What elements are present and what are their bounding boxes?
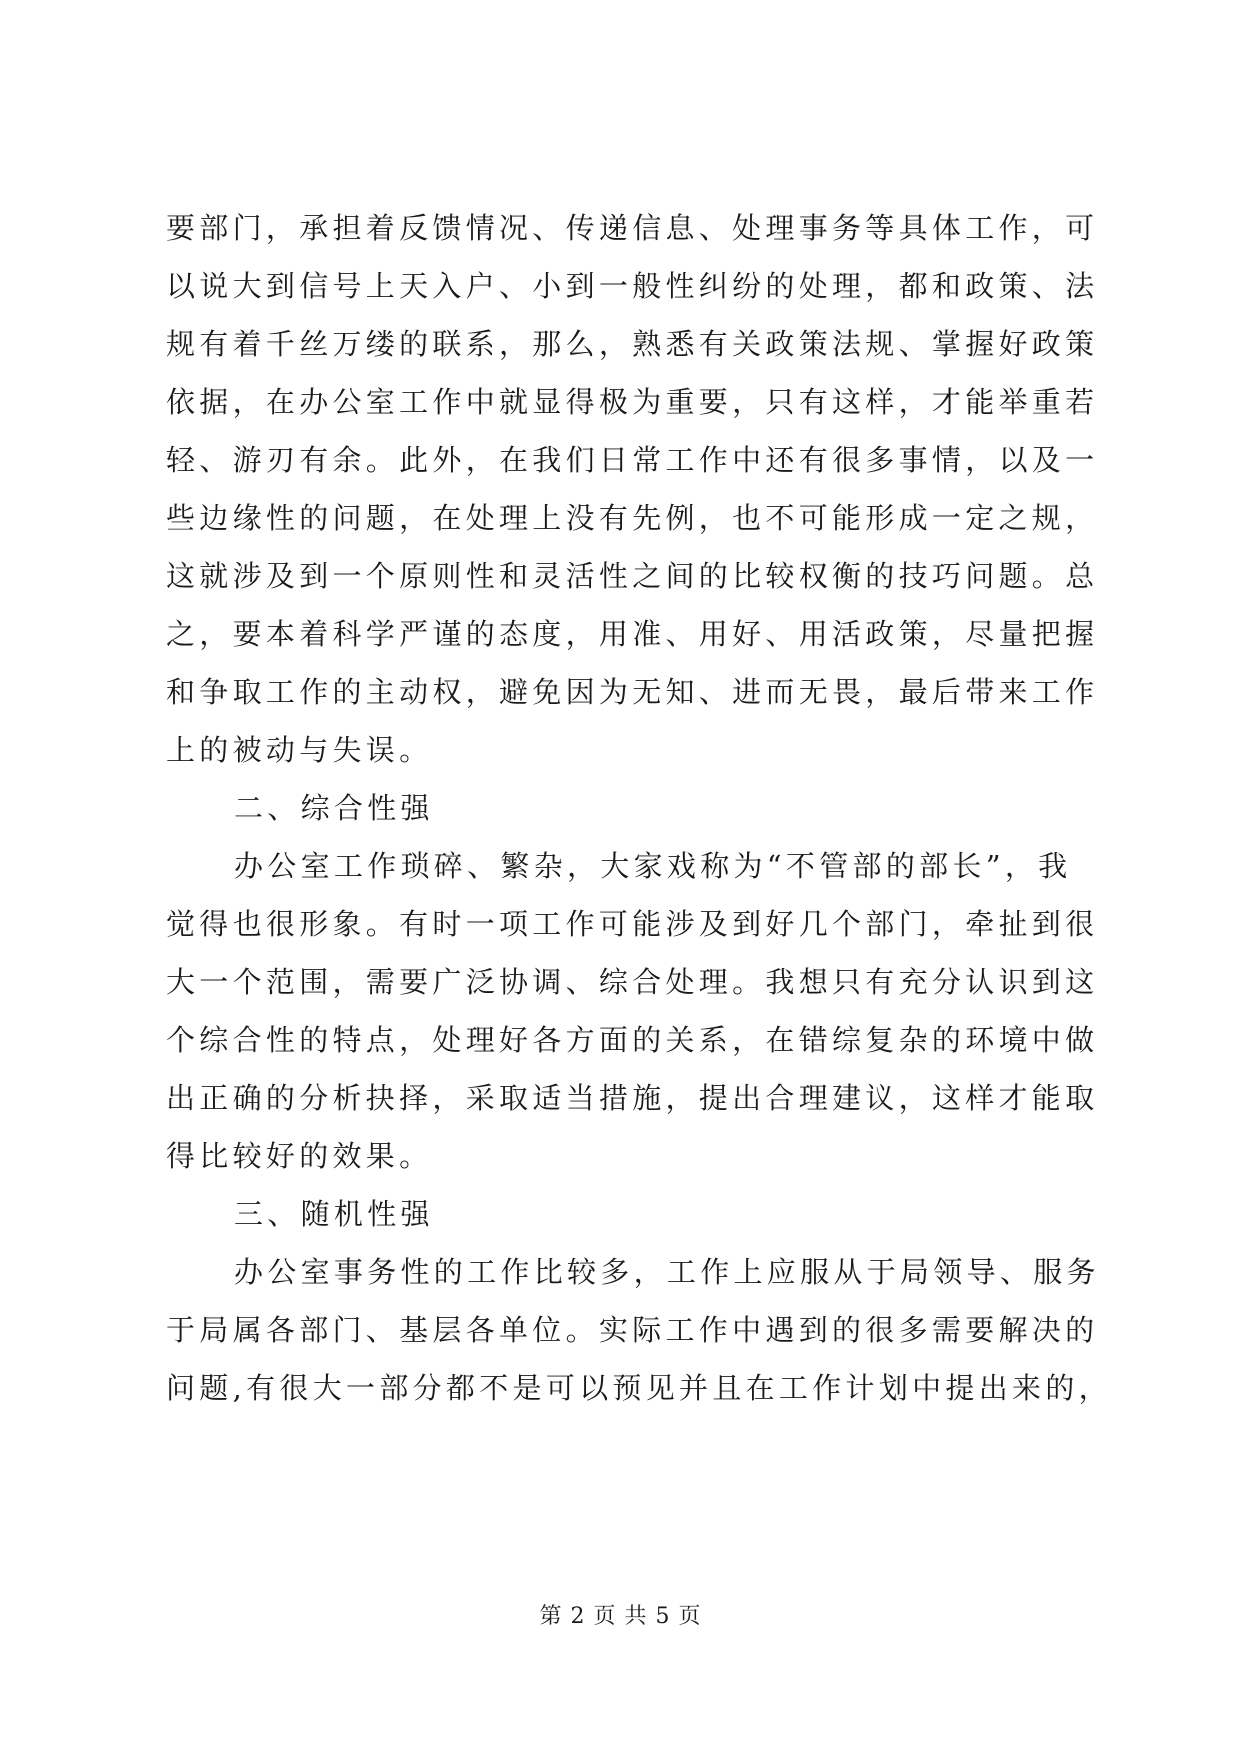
body-text-line: 轻、游刃有余。此外，在我们日常工作中还有很多事情，以及一 [166, 443, 1099, 477]
body-text-line: 之，要本着科学严谨的态度，用准、用好、用活政策，尽量把握 [166, 617, 1099, 651]
body-text-line: 个综合性的特点，处理好各方面的关系，在错综复杂的环境中做 [166, 1023, 1099, 1057]
paragraph-first-line: 办公室工作琐碎、繁杂，大家戏称为“不管部的部长”，我 [234, 849, 1072, 883]
body-text-line: 和争取工作的主动权，避免因为无知、进而无畏，最后带来工作 [166, 675, 1099, 709]
body-text-line: 问题,有很大一部分都不是可以预见并且在工作计划中提出来的， [166, 1371, 1112, 1405]
section-heading: 三、随机性强 [234, 1197, 434, 1231]
body-text-line: 依据，在办公室工作中就显得极为重要，只有这样，才能举重若 [166, 385, 1099, 419]
body-text-line: 要部门，承担着反馈情况、传递信息、处理事务等具体工作，可 [166, 211, 1099, 245]
body-text-line: 些边缘性的问题，在处理上没有先例，也不可能形成一定之规， [166, 501, 1099, 535]
body-text-line: 得比较好的效果。 [166, 1139, 433, 1173]
body-text-line: 以说大到信号上天入户、小到一般性纠纷的处理，都和政策、法 [166, 269, 1099, 303]
page-footer: 第 2 页 共 5 页 [539, 1604, 702, 1629]
body-text-line: 大一个范围，需要广泛协调、综合处理。我想只有充分认识到这 [166, 965, 1099, 999]
paragraph-first-line: 办公室事务性的工作比较多，工作上应服从于局领导、服务 [234, 1255, 1100, 1289]
body-text-line: 于局属各部门、基层各单位。实际工作中遇到的很多需要解决的 [166, 1313, 1099, 1347]
section-heading: 二、综合性强 [234, 791, 434, 825]
body-text-line: 上的被动与失误。 [166, 733, 433, 767]
body-text-line: 规有着千丝万缕的联系，那么，熟悉有关政策法规、掌握好政策 [166, 327, 1099, 361]
body-text-line: 出正确的分析抉择，采取适当措施，提出合理建议，这样才能取 [166, 1081, 1099, 1115]
body-text-line: 这就涉及到一个原则性和灵活性之间的比较权衡的技巧问题。总 [166, 559, 1099, 593]
body-text-line: 觉得也很形象。有时一项工作可能涉及到好几个部门，牵扯到很 [166, 907, 1099, 941]
